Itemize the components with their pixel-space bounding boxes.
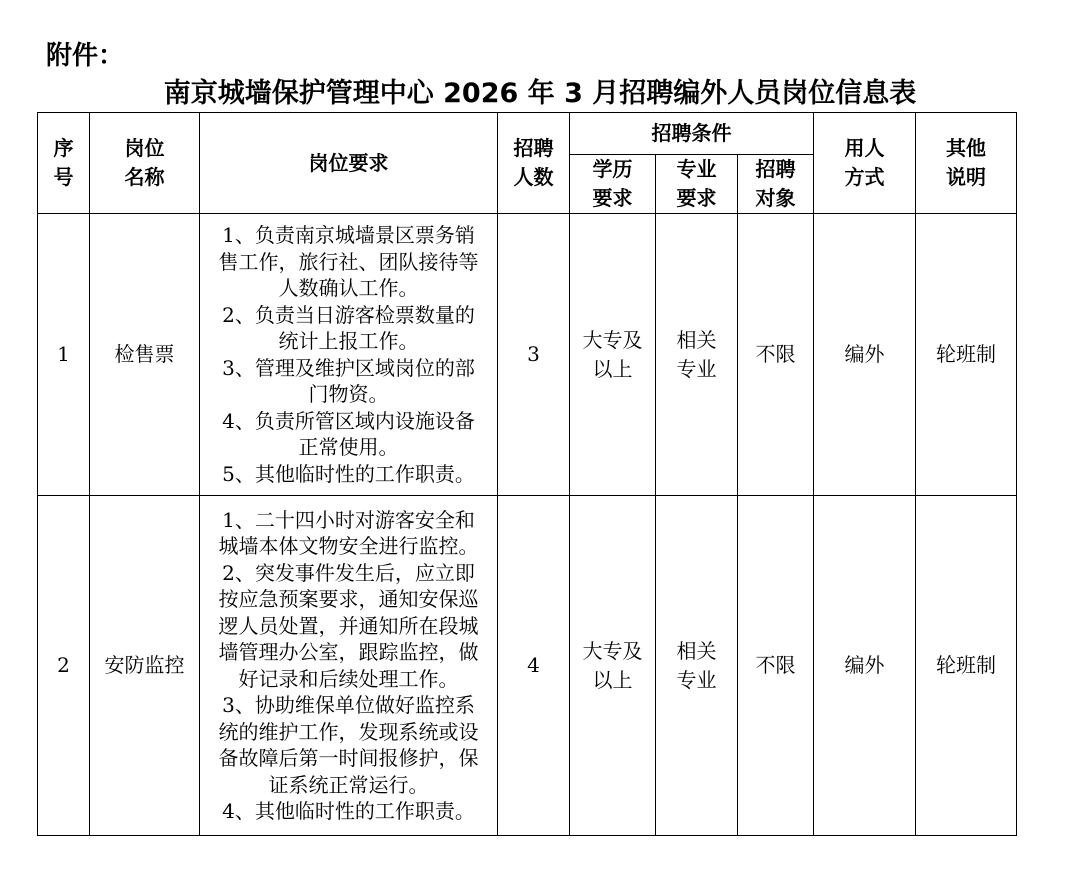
requirement-line: 按应急预案要求，通知安保巡 [218,587,479,611]
row-major: 相关 专业 [656,214,738,496]
position-info-table [37,112,1017,836]
table-row [38,214,1017,496]
header-requirements: 岗位要求 [200,113,498,214]
row-requirements [200,496,498,836]
row-seq: 2 [38,496,90,836]
row-employment: 编外 [814,214,916,496]
requirement-line: 1、负责南京城墙景区票务销 [222,223,475,247]
requirement-line: 逻人员处置，并通知所在段城 [218,613,479,638]
requirement-line: 人数确认工作。 [278,276,419,300]
requirement-line: 售工作，旅行社、团队接待等 [218,249,479,274]
requirement-line: 好记录和后续处理工作。 [238,666,459,691]
row-post-name: 检售票 [90,214,200,496]
header-education: 学历 要求 [570,155,656,214]
document-title: 南京城墙保护管理中心 2026 年 3 月招聘编外人员岗位信息表 [163,78,917,109]
row-employment: 编外 [814,496,916,836]
header-conditions: 招聘条件 [570,113,814,155]
header-target: 招聘 对象 [738,155,814,214]
header-employment: 用人 方式 [814,113,916,214]
requirement-line: 4、负责所管区域内设施设备 [222,408,475,433]
row-post-name: 安防监控 [90,496,200,836]
row-major: 相关 专业 [656,496,738,836]
requirement-line: 2、突发事件发生后，应立即 [222,560,475,585]
requirement-line: 城墙本体文物安全进行监控。 [218,534,479,558]
requirement-line: 墙管理办公室，跟踪监控，做 [218,640,479,664]
requirement-line: 门物资。 [308,382,389,406]
row-target: 不限 [738,214,814,496]
requirement-line: 1、二十四小时对游客安全和 [222,507,475,532]
row-education: 大专及 以上 [570,496,656,836]
requirement-line: 3、协助维保单位做好监控系 [222,693,475,717]
header-post-name: 岗位 名称 [90,113,200,214]
requirement-line: 3、管理及维护区域岗位的部 [222,355,475,380]
requirement-line: 统的维护工作，发现系统或设 [218,719,479,744]
header-row-top [38,113,1017,155]
table-row [38,496,1017,836]
header-count: 招聘 人数 [498,113,570,214]
row-other: 轮班制 [916,214,1017,496]
header-major: 专业 要求 [656,155,738,214]
row-requirements [200,214,498,496]
row-education: 大专及 以上 [570,214,656,496]
attachment-label: 附件： [46,41,125,71]
row-other: 轮班制 [916,496,1017,836]
requirement-line: 统计上报工作。 [278,329,419,353]
requirement-line: 2、负责当日游客检票数量的 [222,302,475,327]
requirement-line: 5、其他临时性的工作职责。 [222,461,475,486]
row-seq: 1 [38,214,90,496]
requirement-line: 4、其他临时性的工作职责。 [222,799,475,823]
row-count: 3 [498,214,570,496]
requirement-line: 正常使用。 [298,435,399,459]
header-seq: 序 号 [38,113,90,214]
requirement-line: 证系统正常运行。 [268,772,429,797]
row-count: 4 [498,496,570,836]
header-other: 其他 说明 [916,113,1017,214]
requirement-line: 备故障后第一时间报修护，保 [218,746,479,770]
row-target: 不限 [738,496,814,836]
